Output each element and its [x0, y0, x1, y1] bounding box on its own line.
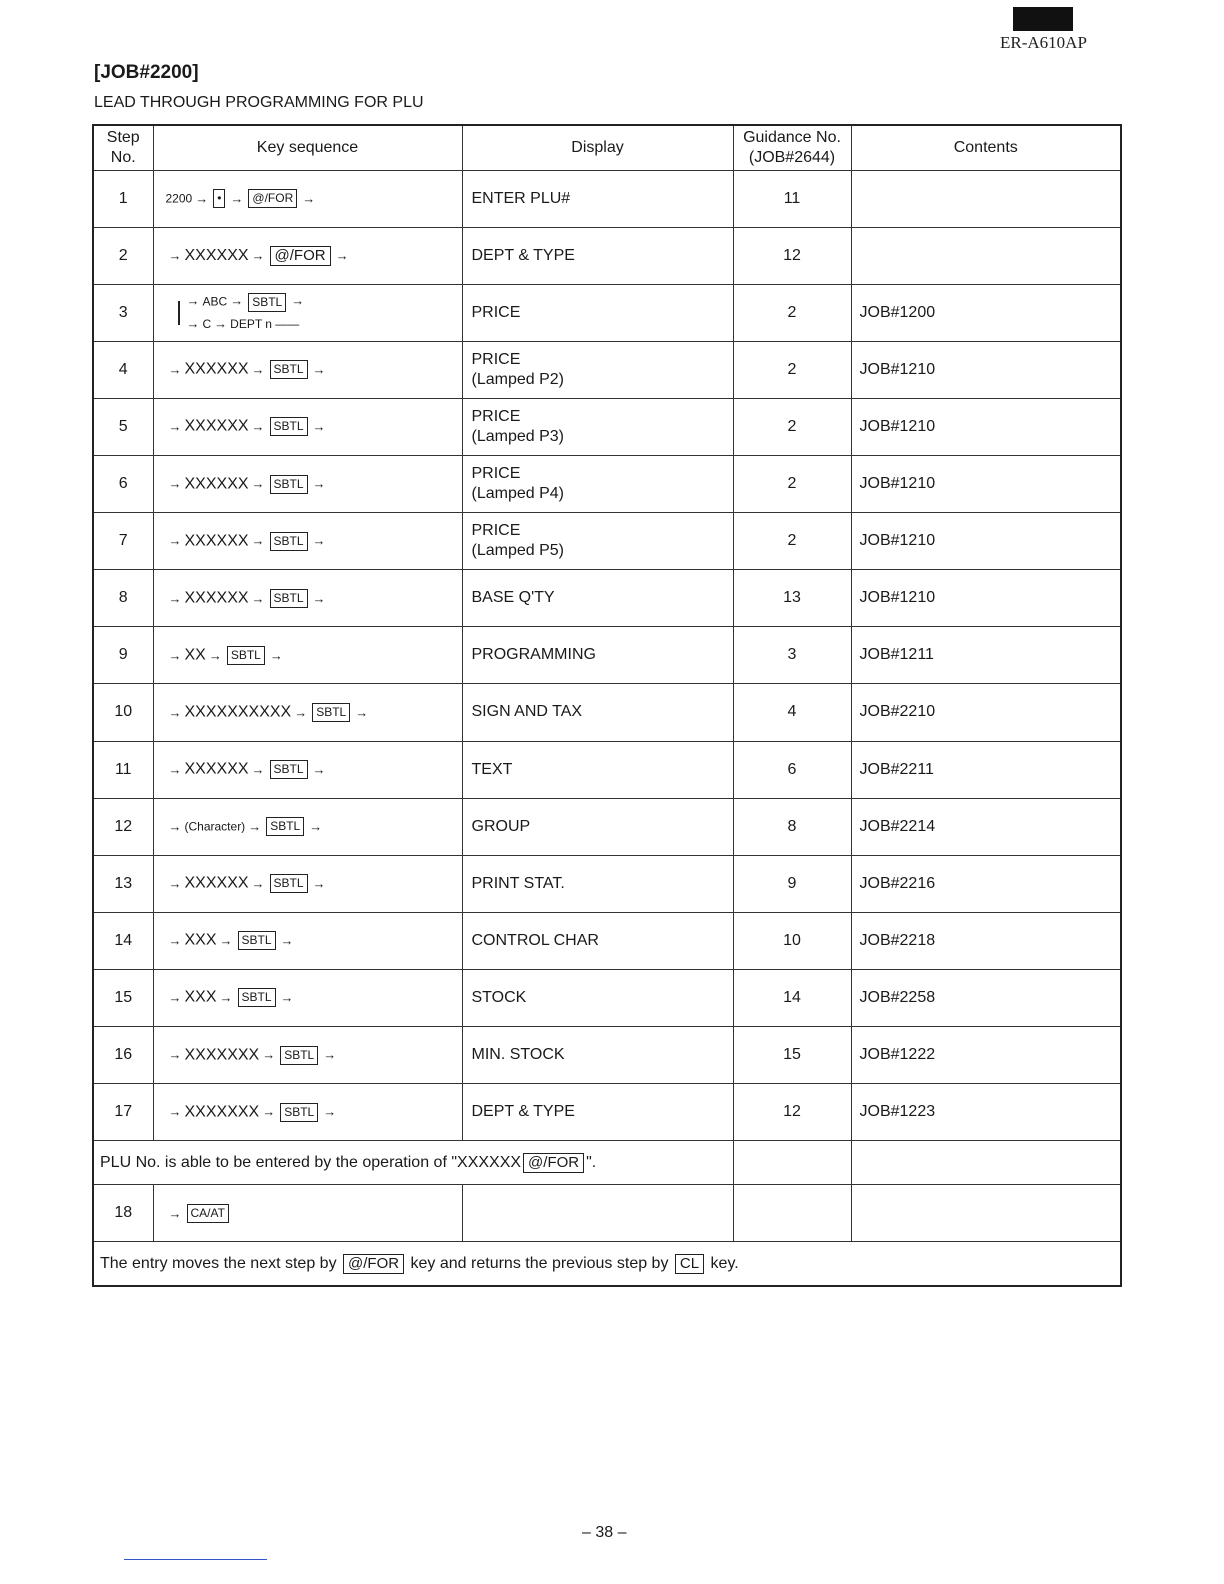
arrow-right-icon: → — [168, 761, 182, 777]
section-subtitle: LEAD THROUGH PROGRAMMING FOR PLU — [94, 94, 424, 111]
table-row — [93, 741, 1121, 798]
header-key-sequence: Key sequence — [153, 125, 462, 170]
key-text-c: C — [202, 316, 212, 331]
arrow-right-icon: → — [168, 362, 182, 378]
display-text: PRICE — [462, 284, 733, 341]
key-text-xxxxxx: XXXXXX — [184, 760, 249, 778]
step-number: 13 — [93, 855, 153, 912]
for-key: @/FOR — [248, 189, 297, 208]
note-row-plu — [93, 1141, 1121, 1185]
key-text-abc: ABC — [202, 294, 228, 309]
key-sequence — [153, 1185, 462, 1242]
sbtl-key: SBTL — [280, 1046, 318, 1065]
contents: JOB#1211 — [851, 627, 1121, 684]
guidance-number: 12 — [733, 227, 851, 284]
arrow-right-icon: → — [251, 419, 265, 435]
display-text: DEPT & TYPE — [462, 1084, 733, 1141]
table-row — [93, 684, 1121, 741]
empty-cell — [851, 1141, 1121, 1185]
contents: JOB#2218 — [851, 912, 1121, 969]
guidance-number: 14 — [733, 969, 851, 1026]
arrow-right-icon: → — [280, 933, 294, 949]
arrow-right-icon: → — [312, 362, 326, 378]
arrow-right-icon: → — [312, 476, 326, 492]
arrow-right-icon: → — [312, 875, 326, 891]
for-key: @/FOR — [270, 246, 331, 266]
guidance-number: 15 — [733, 1026, 851, 1083]
entry-note: The entry moves the next step by @/FOR key and returns the previous step by CL key. — [93, 1242, 1121, 1286]
sbtl-key: SBTL — [270, 360, 308, 379]
sbtl-key: SBTL — [312, 703, 350, 722]
arrow-right-icon: → — [208, 647, 222, 663]
arrow-right-icon: → — [168, 647, 182, 663]
guidance-number: 2 — [733, 341, 851, 398]
empty-cell — [851, 1185, 1121, 1242]
model-number: ER-A610AP — [1000, 33, 1087, 52]
ca-at-key: CA/AT — [187, 1204, 229, 1223]
key-text-character: (Character) — [184, 819, 246, 834]
display-text: PRICE (Lamped P5) — [462, 513, 733, 570]
arrow-right-icon: → — [294, 704, 308, 720]
arrow-right-icon: → — [262, 1104, 276, 1120]
table-row — [93, 513, 1121, 570]
step-number: 12 — [93, 798, 153, 855]
table-row — [93, 912, 1121, 969]
step-number: 9 — [93, 627, 153, 684]
step-number: 11 — [93, 741, 153, 798]
key-text-xxxxxxx: XXXXXXX — [184, 1103, 260, 1121]
display-text: DEPT & TYPE — [462, 227, 733, 284]
display-text: PRICE (Lamped P2) — [462, 341, 733, 398]
branch-line — [178, 301, 180, 325]
black-tab-marker — [1013, 7, 1073, 31]
job-title: [JOB#2200] — [94, 62, 199, 83]
table-row — [93, 398, 1121, 455]
key-text-xxx: XXX — [184, 932, 217, 950]
header-step: Step No. — [93, 125, 153, 170]
key-text-xxxxxx: XXXXXX — [184, 361, 249, 379]
guidance-number: 8 — [733, 798, 851, 855]
arrow-right-icon: → — [323, 1104, 337, 1120]
key-sequence — [153, 398, 462, 455]
contents: JOB#1210 — [851, 341, 1121, 398]
step-number: 10 — [93, 684, 153, 741]
key-text-xx: XX — [184, 646, 206, 664]
sbtl-key: SBTL — [248, 293, 286, 312]
arrow-right-icon: → — [186, 293, 200, 309]
guidance-number: 2 — [733, 398, 851, 455]
key-text-xxxxxx: XXXXXX — [184, 418, 249, 436]
arrow-right-icon: → — [355, 704, 369, 720]
step-number: 18 — [93, 1185, 153, 1242]
table-row — [93, 1185, 1121, 1242]
table-row — [93, 170, 1121, 227]
bottom-rule — [124, 1559, 267, 1560]
table-header-row — [93, 125, 1121, 170]
guidance-number: 3 — [733, 627, 851, 684]
for-key: @/FOR — [523, 1153, 584, 1173]
table-row — [93, 341, 1121, 398]
guidance-number: 13 — [733, 570, 851, 627]
display-text: PRINT STAT. — [462, 855, 733, 912]
step-number: 4 — [93, 341, 153, 398]
programming-table — [92, 124, 1122, 1287]
table-row — [93, 798, 1121, 855]
key-sequence — [153, 684, 462, 741]
guidance-number: 2 — [733, 513, 851, 570]
step-number: 7 — [93, 513, 153, 570]
display-text: CONTROL CHAR — [462, 912, 733, 969]
step-number: 15 — [93, 969, 153, 1026]
contents: JOB#2210 — [851, 684, 1121, 741]
arrow-right-icon: → — [335, 247, 349, 263]
note-row-entry — [93, 1242, 1121, 1286]
key-sequence — [153, 798, 462, 855]
sbtl-key: SBTL — [266, 817, 304, 836]
sbtl-key: SBTL — [270, 475, 308, 494]
arrow-right-icon: → — [251, 247, 265, 263]
key-sequence — [153, 170, 462, 227]
key-text-xxx: XXX — [184, 989, 217, 1007]
empty-cell — [462, 1185, 733, 1242]
plu-note: PLU No. is able to be entered by the operation of "XXXXXX @/FOR ". — [93, 1141, 733, 1185]
arrow-right-icon: → — [312, 590, 326, 606]
key-text-xxxxxx: XXXXXX — [184, 475, 249, 493]
key-text-xxxxxx: XXXXXX — [184, 874, 249, 892]
arrow-right-icon: → — [219, 933, 233, 949]
sbtl-key: SBTL — [270, 760, 308, 779]
key-sequence — [153, 456, 462, 513]
arrow-right-icon: → — [168, 533, 182, 549]
arrow-right-icon: → — [251, 875, 265, 891]
contents: JOB#2214 — [851, 798, 1121, 855]
display-text: GROUP — [462, 798, 733, 855]
for-key: @/FOR — [343, 1254, 404, 1274]
key-text-xxxxxx: XXXXXX — [184, 589, 249, 607]
display-text: BASE Q'TY — [462, 570, 733, 627]
display-text: MIN. STOCK — [462, 1026, 733, 1083]
guidance-number: 4 — [733, 684, 851, 741]
sbtl-key: SBTL — [270, 532, 308, 551]
sbtl-key: SBTL — [227, 646, 265, 665]
arrow-right-icon: → — [302, 190, 316, 206]
dot-key: • — [213, 189, 225, 208]
key-sequence — [153, 341, 462, 398]
arrow-right-icon: → — [262, 1047, 276, 1063]
key-sequence — [153, 1084, 462, 1141]
branch-bottom: → C → DEPT n —— — [186, 315, 300, 331]
guidance-number: 10 — [733, 912, 851, 969]
header-display: Display — [462, 125, 733, 170]
arrow-right-icon: → — [251, 590, 265, 606]
arrow-right-icon: → — [168, 476, 182, 492]
key-sequence — [153, 969, 462, 1026]
arrow-right-icon: → — [214, 315, 228, 331]
step-number: 8 — [93, 570, 153, 627]
table-row — [93, 456, 1121, 513]
arrow-right-icon: → — [312, 419, 326, 435]
arrow-right-icon: → — [251, 761, 265, 777]
key-sequence — [153, 627, 462, 684]
header-guidance: Guidance No. (JOB#2644) — [733, 125, 851, 170]
step-number: 17 — [93, 1084, 153, 1141]
step-number: 3 — [93, 284, 153, 341]
branch-diagram — [166, 291, 462, 335]
sbtl-key: SBTL — [270, 417, 308, 436]
display-text: SIGN AND TAX — [462, 684, 733, 741]
guidance-number: 6 — [733, 741, 851, 798]
contents: JOB#1200 — [851, 284, 1121, 341]
step-number: 14 — [93, 912, 153, 969]
arrow-right-icon: → — [168, 247, 182, 263]
arrow-right-icon: → — [168, 990, 182, 1006]
sbtl-key: SBTL — [238, 931, 276, 950]
arrow-right-icon: → — [230, 293, 244, 309]
arrow-right-icon: → — [251, 533, 265, 549]
table-row — [93, 570, 1121, 627]
guidance-number: 9 — [733, 855, 851, 912]
key-text-xxxxxx: XXXXXX — [184, 532, 249, 550]
contents: JOB#1223 — [851, 1084, 1121, 1141]
arrow-right-icon: → — [168, 933, 182, 949]
arrow-right-icon: → — [230, 190, 244, 206]
arrow-right-icon: → — [309, 818, 323, 834]
table-row — [93, 855, 1121, 912]
arrow-right-icon: → — [168, 1104, 182, 1120]
key-text-dept-n: DEPT n — [230, 316, 272, 331]
contents — [851, 170, 1121, 227]
arrow-right-icon: → — [251, 362, 265, 378]
arrow-right-icon: → — [168, 1047, 182, 1063]
key-sequence — [153, 570, 462, 627]
key-text-xxxxxxxxxx: XXXXXXXXXX — [184, 703, 292, 721]
guidance-number: 11 — [733, 170, 851, 227]
empty-cell — [733, 1141, 851, 1185]
sbtl-key: SBTL — [238, 988, 276, 1007]
display-text: TEXT — [462, 741, 733, 798]
arrow-right-icon: → — [219, 990, 233, 1006]
arrow-right-icon: → — [168, 419, 182, 435]
key-text-xxxxxx: XXXXXX — [184, 246, 249, 264]
step-number: 16 — [93, 1026, 153, 1083]
step-number: 2 — [93, 227, 153, 284]
key-sequence — [153, 284, 462, 341]
arrow-right-icon: → — [168, 590, 182, 606]
empty-cell — [733, 1185, 851, 1242]
arrow-right-icon: → — [269, 647, 283, 663]
arrow-right-icon: → — [168, 1205, 182, 1221]
step-number: 5 — [93, 398, 153, 455]
arrow-right-icon: → — [186, 315, 200, 331]
arrow-right-icon: → — [168, 818, 182, 834]
guidance-number: 12 — [733, 1084, 851, 1141]
sbtl-key: SBTL — [270, 874, 308, 893]
contents: JOB#2216 — [851, 855, 1121, 912]
step-number: 1 — [93, 170, 153, 227]
key-sequence — [153, 1026, 462, 1083]
display-text: PRICE (Lamped P4) — [462, 456, 733, 513]
arrow-right-icon: → — [168, 704, 182, 720]
table-row — [93, 1026, 1121, 1083]
key-sequence — [153, 912, 462, 969]
arrow-right-icon: → — [280, 990, 294, 1006]
contents — [851, 227, 1121, 284]
contents: JOB#1210 — [851, 513, 1121, 570]
contents: JOB#1222 — [851, 1026, 1121, 1083]
contents: JOB#1210 — [851, 398, 1121, 455]
contents: JOB#1210 — [851, 570, 1121, 627]
table-row — [93, 227, 1121, 284]
arrow-right-icon: → — [323, 1047, 337, 1063]
arrow-right-icon: → — [168, 875, 182, 891]
display-text: PROGRAMMING — [462, 627, 733, 684]
contents: JOB#2211 — [851, 741, 1121, 798]
display-text: PRICE (Lamped P3) — [462, 398, 733, 455]
key-sequence — [153, 855, 462, 912]
step-number: 6 — [93, 456, 153, 513]
guidance-number: 2 — [733, 456, 851, 513]
header-contents: Contents — [851, 125, 1121, 170]
key-text-xxxxxxx: XXXXXXX — [184, 1046, 260, 1064]
page-number: – 38 – — [582, 1524, 627, 1541]
arrow-right-icon: → — [248, 818, 262, 834]
arrow-right-icon: → — [195, 190, 209, 206]
arrow-right-icon: → — [312, 761, 326, 777]
table-row — [93, 627, 1121, 684]
sbtl-key: SBTL — [280, 1103, 318, 1122]
guidance-number: 2 — [733, 284, 851, 341]
branch-top — [184, 293, 308, 312]
contents: JOB#2258 — [851, 969, 1121, 1026]
arrow-right-icon: → — [291, 293, 305, 309]
arrow-right-icon: → — [251, 476, 265, 492]
sbtl-key: SBTL — [270, 589, 308, 608]
cl-key: CL — [675, 1254, 704, 1274]
arrow-right-icon: → — [312, 533, 326, 549]
key-sequence — [153, 513, 462, 570]
table-row — [93, 969, 1121, 1026]
display-text: STOCK — [462, 969, 733, 1026]
key-sequence — [153, 741, 462, 798]
key-sequence — [153, 227, 462, 284]
table-row — [93, 284, 1121, 341]
contents: JOB#1210 — [851, 456, 1121, 513]
display-text: ENTER PLU# — [462, 170, 733, 227]
key-text-2200: 2200 — [165, 191, 193, 206]
table-row — [93, 1084, 1121, 1141]
